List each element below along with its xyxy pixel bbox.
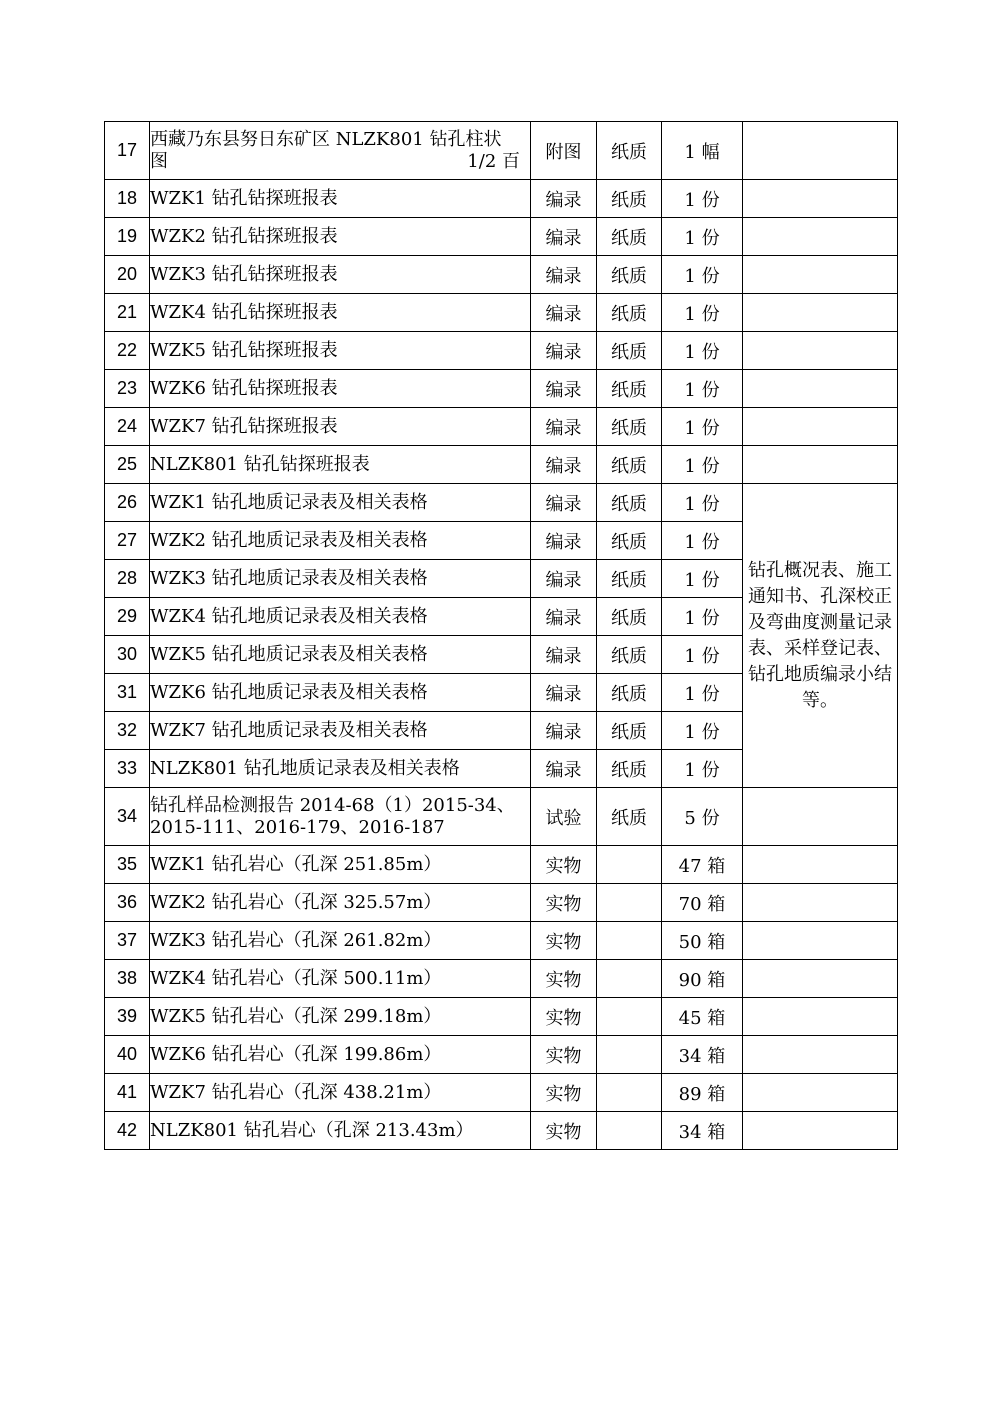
row-media: 纸质 — [597, 712, 662, 750]
row-type: 编录 — [531, 408, 597, 446]
row-quantity: 47 箱 — [662, 846, 743, 884]
table-row — [105, 884, 898, 922]
row-title: WZK2 钻孔地质记录表及相关表格 — [150, 522, 531, 560]
row-number: 41 — [105, 1074, 150, 1112]
row-title: WZK5 钻孔岩心（孔深 299.18m） — [150, 998, 531, 1036]
row-media — [597, 1036, 662, 1074]
row-title-line1: 西藏乃东县努日东矿区 NLZK801 钻孔柱状 — [150, 128, 502, 150]
table-row — [105, 922, 898, 960]
row-number: 42 — [105, 1112, 150, 1150]
row-quantity: 1 份 — [662, 370, 743, 408]
table-row — [105, 960, 898, 998]
row-title: WZK1 钻孔岩心（孔深 251.85m） — [150, 846, 531, 884]
row-number: 40 — [105, 1036, 150, 1074]
row-type: 编录 — [531, 370, 597, 408]
row-title: WZK2 钻孔钻探班报表 — [150, 218, 531, 256]
row-media: 纸质 — [597, 122, 662, 180]
row-number: 31 — [105, 674, 150, 712]
row-media: 纸质 — [597, 636, 662, 674]
row-type: 编录 — [531, 294, 597, 332]
row-media: 纸质 — [597, 370, 662, 408]
row-quantity: 1 份 — [662, 522, 743, 560]
row-quantity: 1 份 — [662, 484, 743, 522]
row-media: 纸质 — [597, 484, 662, 522]
row-title — [150, 122, 531, 180]
row-quantity: 89 箱 — [662, 1074, 743, 1112]
row-type: 实物 — [531, 846, 597, 884]
row-quantity: 1 份 — [662, 408, 743, 446]
row-media: 纸质 — [597, 788, 662, 846]
row-media — [597, 884, 662, 922]
row-media: 纸质 — [597, 256, 662, 294]
row-title: WZK5 钻孔钻探班报表 — [150, 332, 531, 370]
row-media: 纸质 — [597, 180, 662, 218]
row-number: 34 — [105, 788, 150, 846]
row-quantity: 50 箱 — [662, 922, 743, 960]
row-note — [743, 218, 898, 256]
row-type: 编录 — [531, 256, 597, 294]
row-note — [743, 960, 898, 998]
row-media: 纸质 — [597, 598, 662, 636]
row-title — [150, 788, 531, 846]
table-row — [105, 256, 898, 294]
row-title-scale: 1/2 百 — [467, 150, 520, 172]
row-number: 39 — [105, 998, 150, 1036]
row-number: 21 — [105, 294, 150, 332]
row-quantity: 1 份 — [662, 674, 743, 712]
row-type: 编录 — [531, 218, 597, 256]
row-media — [597, 960, 662, 998]
row-media: 纸质 — [597, 560, 662, 598]
table-row — [105, 846, 898, 884]
row-title-line2-wrap — [150, 151, 530, 173]
archive-inventory-table — [104, 121, 898, 1150]
row-quantity: 1 份 — [662, 446, 743, 484]
row-number: 19 — [105, 218, 150, 256]
row-quantity: 1 份 — [662, 256, 743, 294]
row-media — [597, 846, 662, 884]
row-number: 35 — [105, 846, 150, 884]
row-note — [743, 122, 898, 180]
row-number: 36 — [105, 884, 150, 922]
row-note — [743, 256, 898, 294]
row-title: WZK1 钻孔钻探班报表 — [150, 180, 531, 218]
table-row — [105, 332, 898, 370]
row-note — [743, 884, 898, 922]
row-note — [743, 998, 898, 1036]
row-type: 编录 — [531, 598, 597, 636]
row-type: 试验 — [531, 788, 597, 846]
row-type: 编录 — [531, 522, 597, 560]
table-row — [105, 484, 898, 522]
row-type: 实物 — [531, 960, 597, 998]
row-title-line2: 图 — [150, 150, 168, 172]
row-note — [743, 180, 898, 218]
row-number: 25 — [105, 446, 150, 484]
row-type: 实物 — [531, 998, 597, 1036]
row-quantity: 1 份 — [662, 598, 743, 636]
row-number: 26 — [105, 484, 150, 522]
row-type: 实物 — [531, 1112, 597, 1150]
row-title-line1: 钻孔样品检测报告 2014-68（1）2015-34、 — [150, 794, 515, 816]
row-title: WZK3 钻孔岩心（孔深 261.82m） — [150, 922, 531, 960]
row-title: NLZK801 钻孔钻探班报表 — [150, 446, 531, 484]
row-type: 编录 — [531, 712, 597, 750]
row-quantity: 70 箱 — [662, 884, 743, 922]
row-title: WZK4 钻孔钻探班报表 — [150, 294, 531, 332]
row-number: 37 — [105, 922, 150, 960]
row-type: 实物 — [531, 922, 597, 960]
table-row — [105, 998, 898, 1036]
row-title: WZK5 钻孔地质记录表及相关表格 — [150, 636, 531, 674]
row-number: 32 — [105, 712, 150, 750]
row-type: 实物 — [531, 1036, 597, 1074]
row-note — [743, 294, 898, 332]
table-row — [105, 1074, 898, 1112]
row-number: 24 — [105, 408, 150, 446]
row-media — [597, 922, 662, 960]
row-media: 纸质 — [597, 294, 662, 332]
row-media: 纸质 — [597, 446, 662, 484]
table-row — [105, 218, 898, 256]
row-title: NLZK801 钻孔地质记录表及相关表格 — [150, 750, 531, 788]
row-title: WZK1 钻孔地质记录表及相关表格 — [150, 484, 531, 522]
row-note — [743, 370, 898, 408]
row-note — [743, 922, 898, 960]
row-type: 实物 — [531, 1074, 597, 1112]
row-type: 编录 — [531, 446, 597, 484]
table-row — [105, 370, 898, 408]
row-note — [743, 788, 898, 846]
row-title: WZK3 钻孔钻探班报表 — [150, 256, 531, 294]
row-number: 33 — [105, 750, 150, 788]
row-number: 29 — [105, 598, 150, 636]
row-type: 编录 — [531, 674, 597, 712]
table-row — [105, 1036, 898, 1074]
row-type: 编录 — [531, 484, 597, 522]
table-row — [105, 1112, 898, 1150]
row-number: 22 — [105, 332, 150, 370]
row-title: WZK7 钻孔地质记录表及相关表格 — [150, 712, 531, 750]
row-type: 编录 — [531, 560, 597, 598]
row-title: WZK4 钻孔地质记录表及相关表格 — [150, 598, 531, 636]
row-quantity: 1 份 — [662, 332, 743, 370]
row-media: 纸质 — [597, 750, 662, 788]
row-title: WZK7 钻孔岩心（孔深 438.21m） — [150, 1074, 531, 1112]
row-media: 纸质 — [597, 522, 662, 560]
row-quantity: 1 幅 — [662, 122, 743, 180]
row-quantity: 45 箱 — [662, 998, 743, 1036]
row-quantity: 34 箱 — [662, 1036, 743, 1074]
row-note — [743, 408, 898, 446]
row-number: 18 — [105, 180, 150, 218]
row-title: WZK4 钻孔岩心（孔深 500.11m） — [150, 960, 531, 998]
row-quantity: 34 箱 — [662, 1112, 743, 1150]
row-number: 27 — [105, 522, 150, 560]
row-number: 30 — [105, 636, 150, 674]
table-row — [105, 122, 898, 180]
row-type: 编录 — [531, 180, 597, 218]
row-title: WZK7 钻孔钻探班报表 — [150, 408, 531, 446]
row-title: WZK3 钻孔地质记录表及相关表格 — [150, 560, 531, 598]
row-note — [743, 332, 898, 370]
row-title: WZK6 钻孔地质记录表及相关表格 — [150, 674, 531, 712]
row-type: 编录 — [531, 636, 597, 674]
row-type: 附图 — [531, 122, 597, 180]
row-note — [743, 1036, 898, 1074]
row-quantity: 1 份 — [662, 750, 743, 788]
row-number: 28 — [105, 560, 150, 598]
row-number: 20 — [105, 256, 150, 294]
row-quantity: 1 份 — [662, 180, 743, 218]
row-type: 编录 — [531, 750, 597, 788]
row-media — [597, 1112, 662, 1150]
row-media: 纸质 — [597, 332, 662, 370]
row-title-line2: 2015-111、2016-179、2016-187 — [150, 816, 445, 838]
row-title: WZK6 钻孔岩心（孔深 199.86m） — [150, 1036, 531, 1074]
merged-note-cell: 钻孔概况表、施工通知书、孔深校正及弯曲度测量记录表、采样登记表、钻孔地质编录小结等。 — [743, 484, 898, 788]
row-title: WZK2 钻孔岩心（孔深 325.57m） — [150, 884, 531, 922]
row-title: WZK6 钻孔钻探班报表 — [150, 370, 531, 408]
row-note — [743, 446, 898, 484]
row-note — [743, 1074, 898, 1112]
table-row — [105, 180, 898, 218]
row-type: 编录 — [531, 332, 597, 370]
row-number: 23 — [105, 370, 150, 408]
row-media — [597, 998, 662, 1036]
row-note — [743, 1112, 898, 1150]
row-type: 实物 — [531, 884, 597, 922]
table-row — [105, 294, 898, 332]
row-note — [743, 846, 898, 884]
row-media — [597, 1074, 662, 1112]
row-quantity: 1 份 — [662, 560, 743, 598]
row-media: 纸质 — [597, 408, 662, 446]
row-number: 17 — [105, 122, 150, 180]
table-row — [105, 408, 898, 446]
table-row — [105, 788, 898, 846]
row-media: 纸质 — [597, 674, 662, 712]
row-media: 纸质 — [597, 218, 662, 256]
table-row — [105, 446, 898, 484]
row-quantity: 1 份 — [662, 712, 743, 750]
row-title: NLZK801 钻孔岩心（孔深 213.43m） — [150, 1112, 531, 1150]
row-quantity: 1 份 — [662, 636, 743, 674]
row-quantity: 1 份 — [662, 218, 743, 256]
row-number: 38 — [105, 960, 150, 998]
row-quantity: 1 份 — [662, 294, 743, 332]
row-quantity: 5 份 — [662, 788, 743, 846]
row-quantity: 90 箱 — [662, 960, 743, 998]
